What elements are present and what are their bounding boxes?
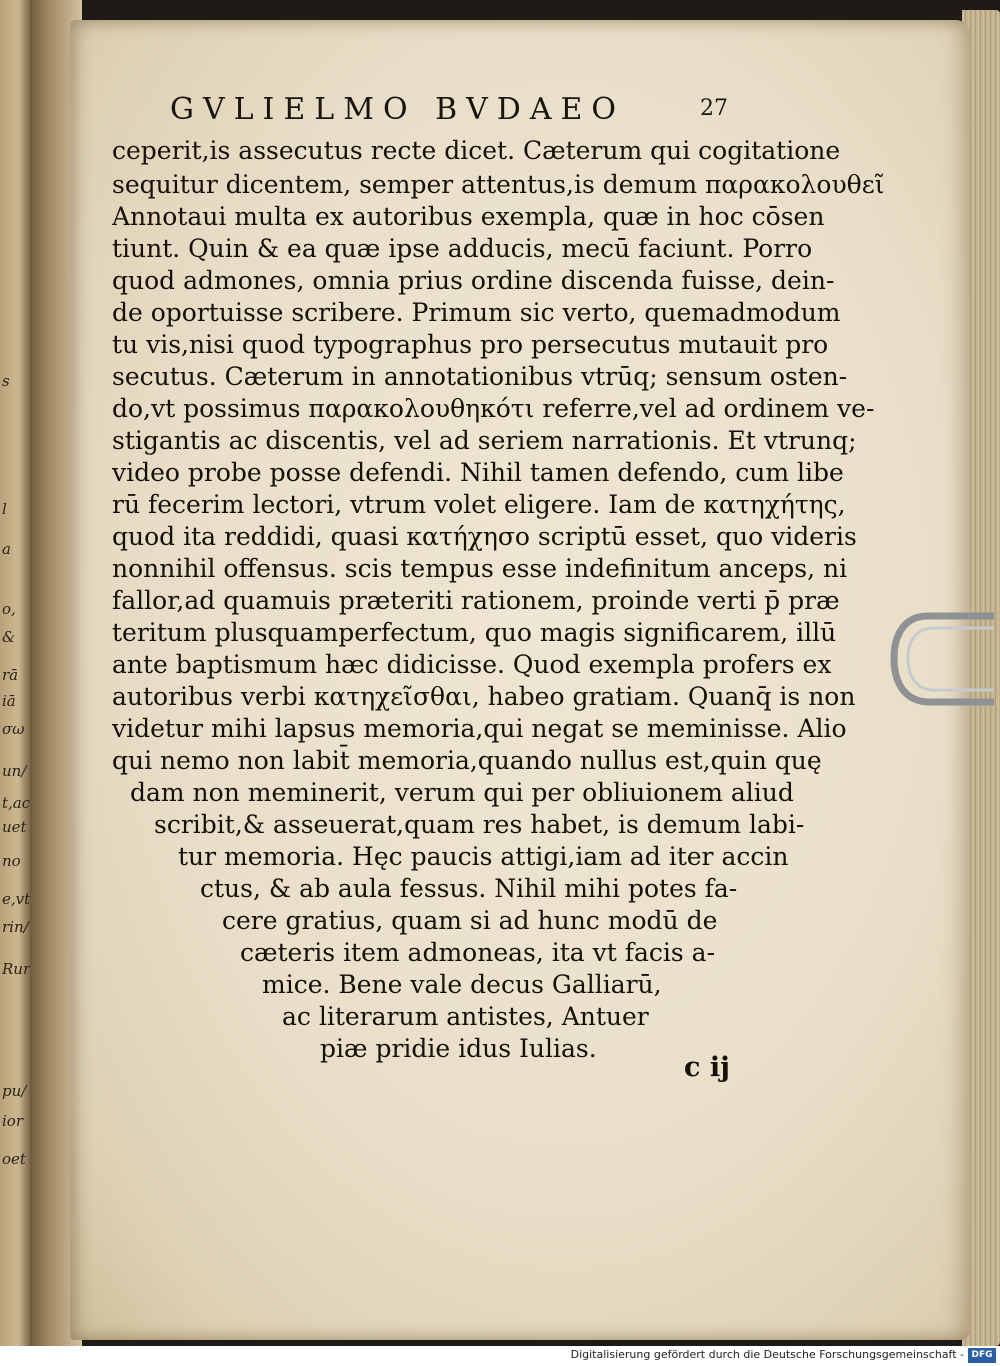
facing-page-fragment: & xyxy=(2,628,16,646)
footer-bar xyxy=(0,1346,1000,1366)
page-number: 27 xyxy=(700,96,728,121)
facing-page-fragment: iā xyxy=(2,692,16,710)
text-line: ac literarum antistes, Antuer xyxy=(282,1002,649,1031)
paper-clip-icon xyxy=(888,598,994,720)
text-line: cæteris item admoneas, ita vt facis a- xyxy=(240,938,716,967)
footer-credit: Digitalisierung gefördert durch die Deutsche Forschungsgemeinschaft - xyxy=(570,1348,964,1361)
text-line: ante baptismum hæc didicisse. Quod exempla profers ex xyxy=(112,650,832,679)
text-line: tu vis,nisi quod typographus pro persecutus mutauit pro xyxy=(112,330,829,359)
letter-body xyxy=(0,130,1000,1130)
dfg-logo: DFG xyxy=(968,1348,996,1363)
facing-page-fragment: o, xyxy=(2,600,16,618)
facing-page-fragment: uet xyxy=(2,818,27,836)
facing-page-fragment: rā xyxy=(2,666,19,684)
text-line: quod ita reddidi, quasi κατήχησο scriptū esset, quo videris xyxy=(112,522,857,551)
facing-page-fragment: a xyxy=(2,540,11,558)
text-line: cere gratius, quam si ad hunc modū de xyxy=(222,906,718,935)
facing-page-fragment: σω xyxy=(2,720,25,738)
text-line: videtur mihi lapsus memoria,qui negat se meminisse. Alio xyxy=(112,714,847,743)
text-line: autoribus verbi κατηχεῖσθαι, habeo gratiam. Quanq̄ is non xyxy=(112,682,856,711)
facing-page-fragment: t,ac xyxy=(2,794,30,812)
text-line: rū fecerim lectori, vtrum volet eligere. Iam de κατηχήτης, xyxy=(112,490,846,519)
text-line: piæ pridie idus Iulias. xyxy=(320,1034,597,1063)
text-line: de oportuisse scribere. Primum sic verto, quemadmodum xyxy=(112,298,841,327)
text-line: mice. Bene vale decus Galliarū, xyxy=(262,970,662,999)
text-line: ceperit,is assecutus recte dicet. Cæterum qui cogitatione xyxy=(112,136,841,165)
facing-page-fragment: Rur xyxy=(2,960,30,978)
facing-page-fragment: pu/ xyxy=(2,1082,27,1100)
text-line: Annotaui multa ex autoribus exempla, quæ in hoc cōsen xyxy=(112,202,825,231)
text-line: quod admones, omnia prius ordine discenda fuisse, dein- xyxy=(112,266,835,295)
facing-page-fragment: e,vt xyxy=(2,890,30,908)
signature-mark: c ij xyxy=(684,1052,730,1083)
text-line: dam non meminerit, verum qui per obliuionem aliud xyxy=(130,778,794,807)
facing-page-fragment: un/ xyxy=(2,762,27,780)
facing-page-fragment: rin/ xyxy=(2,918,29,936)
text-line: tur memoria. Hęc paucis attigi,iam ad iter accin xyxy=(178,842,789,871)
facing-page-fragment: oet xyxy=(2,1150,26,1168)
text-line: teritum plusquamperfectum, quo magis significarem, illū xyxy=(112,618,837,647)
text-line: secutus. Cæterum in annotationibus vtrūq; sensum osten- xyxy=(112,362,848,391)
text-line: do,vt possimus παρακολουθηκότι referre,vel ad ordinem ve- xyxy=(112,394,875,423)
text-line: qui nemo non labit̄ memoria,quando nullus est,quin quę xyxy=(112,746,822,775)
running-head: GVLIELMO BVDAEO xyxy=(170,92,625,127)
text-line: tiunt. Quin & ea quæ ipse adducis, mecū faciunt. Porro xyxy=(112,234,813,263)
facing-page-fragment: ior xyxy=(2,1112,23,1130)
text-line: ctus, & ab aula fessus. Nihil mihi potes fa- xyxy=(200,874,738,903)
text-line: fallor,ad quamuis præteriti rationem, proinde verti p̄ præ xyxy=(112,586,840,615)
text-line: sequitur dicentem, semper attentus,is demum παρακολουθεῖ xyxy=(112,170,885,199)
text-line: stigantis ac discentis, vel ad seriem narrationis. Et vtrunq; xyxy=(112,426,857,455)
text-line: nonnihil offensus. scis tempus esse indefinitum anceps, ni xyxy=(112,554,848,583)
facing-page-fragment: no xyxy=(2,852,21,870)
facing-page-fragment: l xyxy=(2,500,7,518)
facing-page-fragment: s xyxy=(2,372,10,390)
text-line: video probe posse defendi. Nihil tamen defendo, cum libe xyxy=(112,458,844,487)
text-line: scribit,& asseuerat,quam res habet, is demum labi- xyxy=(154,810,805,839)
